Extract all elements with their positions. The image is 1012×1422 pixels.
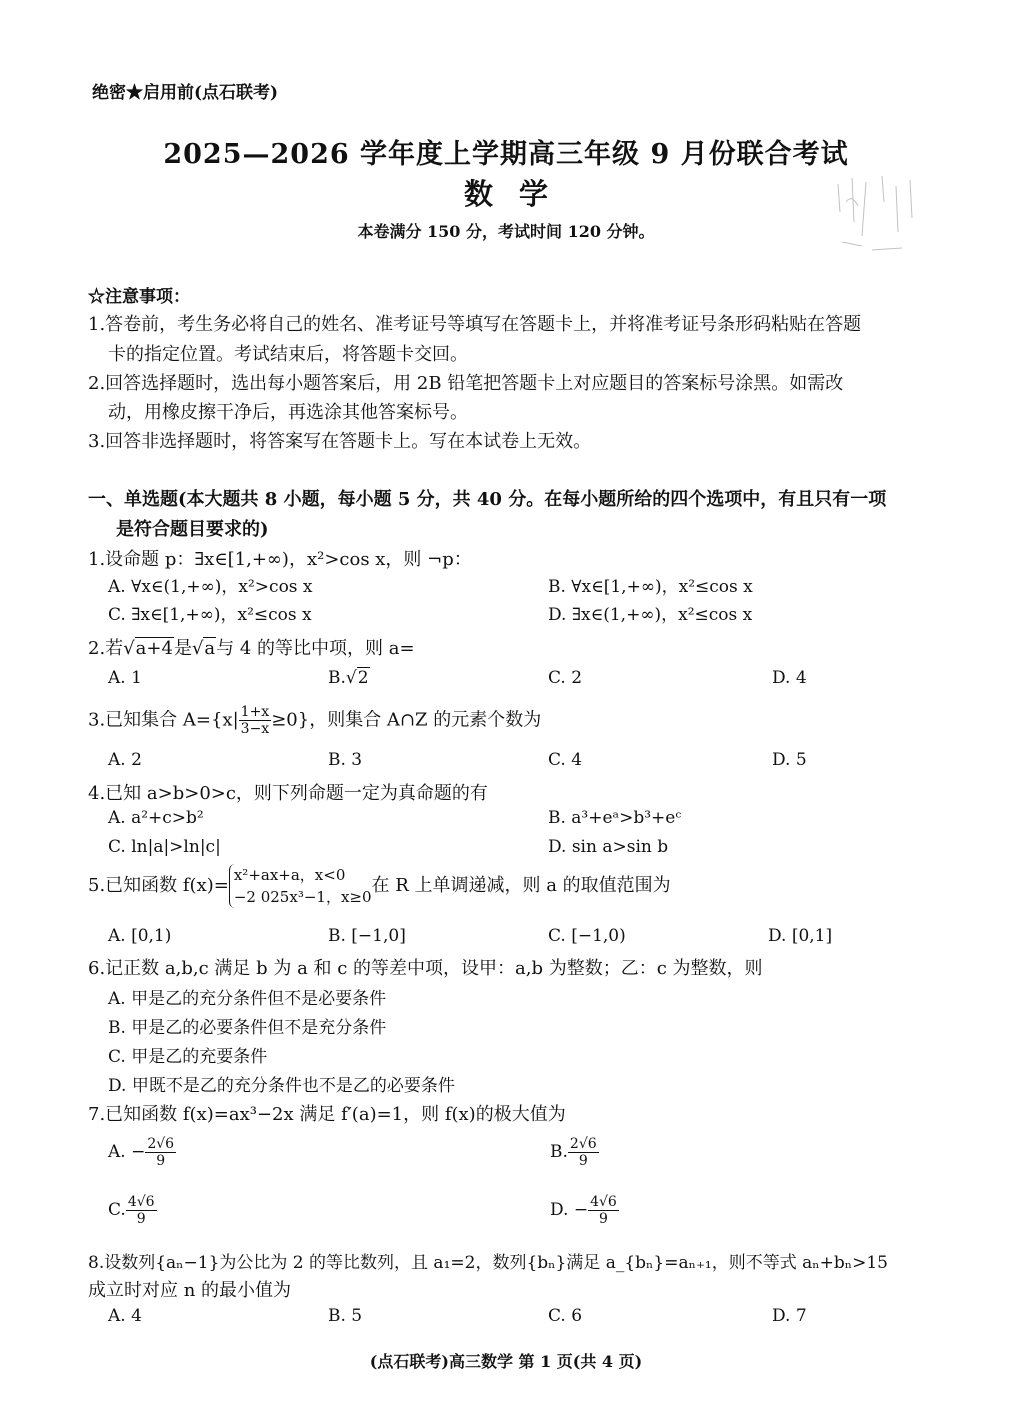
q2-option-b-label: B. [328, 668, 346, 688]
q5-case-2: −2 025x³−1，x≥0 [233, 888, 372, 906]
q3-pre: 3.已知集合 A= [88, 709, 211, 731]
page-footer: (点石联考)高三数学 第 1 页(共 4 页) [369, 1352, 643, 1371]
subject-title: 数学 [463, 177, 574, 211]
sqrt-icon: √ [123, 638, 135, 659]
question-7-stem: 7.已知函数 f(x)=ax³−2x 满足 f′(a)=1，则 f(x)的极大值为 [88, 1104, 566, 1125]
q4-option-b: B. a³+eᵃ>b³+eᶜ [548, 808, 682, 828]
q3-set-right: ≥0} [271, 709, 310, 731]
q2-pre: 2.若 [88, 638, 124, 659]
q7-option-c-frac [126, 1194, 157, 1227]
frac-den: 9 [598, 1211, 608, 1227]
question-3-stem [88, 704, 541, 737]
notice-line: 2.回答选择题时，选出每小题答案后，用 2B 铅笔把答题卡上对应题目的答案标号涂黑。如需改 [88, 373, 844, 394]
q3-option-a: A. 2 [108, 750, 142, 770]
q3-option-b: B. 3 [328, 750, 363, 770]
q2-option-d: D. 4 [772, 668, 807, 688]
q5-option-c: C. [−1,0) [548, 926, 626, 946]
q6-option-b: B. 甲是乙的必要条件但不是充分条件 [108, 1018, 387, 1038]
q7-option-b-label: B. [550, 1142, 568, 1162]
q2-radicand-1: a+4 [135, 638, 173, 659]
q6-option-d: D. 甲既不是乙的充分条件也不是乙的必要条件 [108, 1076, 455, 1096]
question-2-stem [88, 634, 415, 660]
q5-option-d: D. [0,1] [768, 926, 833, 946]
q8-option-a: A. 4 [108, 1306, 142, 1326]
q7-option-a [108, 1136, 176, 1169]
q8-option-d: D. 7 [772, 1306, 807, 1326]
q8-option-b: B. 5 [328, 1306, 363, 1326]
notice-title: ☆注意事项： [88, 287, 190, 307]
question-8-stem-cont: 成立时对应 n 的最小值为 [88, 1280, 292, 1301]
question-4-stem: 4.已知 a>b>0>c，则下列命题一定为真命题的有 [88, 783, 488, 804]
question-6-stem: 6.记正数 a,b,c 满足 b 为 a 和 c 的等差中项，设甲：a,b 为整数；乙：c 为整数，则 [88, 958, 763, 979]
notice-line: 卡的指定位置。考试结束后，将答题卡交回。 [108, 344, 468, 365]
q7-option-d-label: D. − [550, 1200, 589, 1220]
q2-post: 与 4 的等比中项，则 a= [216, 638, 415, 659]
q3-post: ，则集合 A∩Z 的元素个数为 [309, 709, 542, 731]
frac-den: 9 [578, 1153, 588, 1169]
q7-option-c-label: C. [108, 1200, 126, 1220]
q7-option-a-frac [145, 1136, 176, 1169]
q1-option-b: B. ∀x∈[1,+∞)，x²≤cos x [548, 577, 753, 597]
q5-case-1: x²+ax+a，x<0 [233, 866, 346, 884]
q3-option-c: C. 4 [548, 750, 583, 770]
notice-line: 3.回答非选择题时，将答案写在答题卡上。写在本试卷上无效。 [88, 431, 592, 452]
question-8-stem: 8.设数列{aₙ−1}为公比为 2 的等比数列，且 a₁=2，数列{bₙ}满足 a_{bₙ}=aₙ₊₁，则不等式 aₙ+bₙ>15 [88, 1253, 888, 1273]
q6-option-a: A. 甲是乙的充分条件但不是必要条件 [108, 989, 387, 1009]
frac-num: 2√6 [147, 1136, 175, 1152]
q5-pre: 5.已知函数 f(x)= [88, 875, 229, 896]
q6-option-c: C. 甲是乙的充要条件 [108, 1047, 268, 1067]
q3-fraction-den: 3−x [240, 721, 270, 737]
notice-line: 1.答卷前，考生务必将自己的姓名、准考证号等填写在答题卡上，并将准考证号条形码粘贴在答题 [88, 314, 862, 335]
q4-option-c: C. ln|a|>ln|c| [108, 837, 221, 857]
notice-line: 动，用橡皮擦干净后，再选涂其他答案标号。 [108, 402, 468, 423]
q7-option-b [550, 1136, 599, 1169]
q7-option-a-label: A. − [108, 1142, 146, 1162]
q8-option-c: C. 6 [548, 1306, 583, 1326]
secret-label: 绝密★启用前(点石联考) [92, 83, 279, 103]
exam-title: 2025—2026 学年度上学期高三年级 9 月份联合考试 [163, 139, 849, 170]
frac-num: 4√6 [127, 1194, 155, 1210]
scan-smudge [832, 172, 928, 258]
q4-option-a: A. a²+c>b² [108, 808, 204, 828]
frac-num: 4√6 [590, 1194, 617, 1210]
question-5-stem [88, 864, 671, 908]
sqrt-icon: √ [345, 668, 357, 688]
q1-option-a: A. ∀x∈(1,+∞)，x²>cos x [108, 577, 313, 597]
q2-option-c: C. 2 [548, 668, 583, 688]
q2-radicand-2: a [204, 638, 216, 659]
q2-option-a: A. 1 [108, 668, 142, 688]
q7-option-c [108, 1194, 157, 1227]
q5-post: 在 R 上单调递减，则 a 的取值范围为 [371, 875, 671, 896]
q1-option-d: D. ∃x∈(1,+∞)，x²≤cos x [548, 605, 753, 625]
section-heading-cont: 是符合题目要求的) [116, 519, 269, 540]
q7-option-d-frac [588, 1194, 619, 1227]
q5-piecewise [229, 864, 372, 908]
q5-option-b: B. [−1,0] [328, 926, 406, 946]
q3-fraction [239, 704, 272, 737]
frac-num: 2√6 [569, 1136, 597, 1152]
q2-option-b-radicand: 2 [357, 668, 369, 688]
q4-option-d: D. sin a>sin b [548, 837, 669, 857]
q7-option-b-frac [568, 1136, 599, 1169]
frac-den: 9 [136, 1211, 146, 1227]
q2-option-b [328, 668, 370, 688]
question-1-stem: 1.设命题 p：∃x∈[1,+∞)，x²>cos x，则 ¬p： [88, 549, 472, 570]
q3-option-d: D. 5 [772, 750, 807, 770]
q3-fraction-num: 1+x [240, 704, 270, 720]
section-heading: 一、单选题(本大题共 8 小题，每小题 5 分，共 40 分。在每小题所给的四个选项中，有且只有一项 [88, 489, 887, 510]
frac-den: 9 [156, 1153, 166, 1169]
sqrt-icon: √ [191, 638, 204, 659]
q1-option-c: C. ∃x∈[1,+∞)，x²≤cos x [108, 605, 312, 625]
q5-option-a: A. [0,1) [108, 926, 172, 946]
exam-info: 本卷满分 150 分，考试时间 120 分钟。 [357, 222, 655, 241]
q2-mid: 是 [173, 638, 192, 659]
q7-option-d [550, 1194, 619, 1227]
q3-set-left: {x| [210, 709, 239, 731]
